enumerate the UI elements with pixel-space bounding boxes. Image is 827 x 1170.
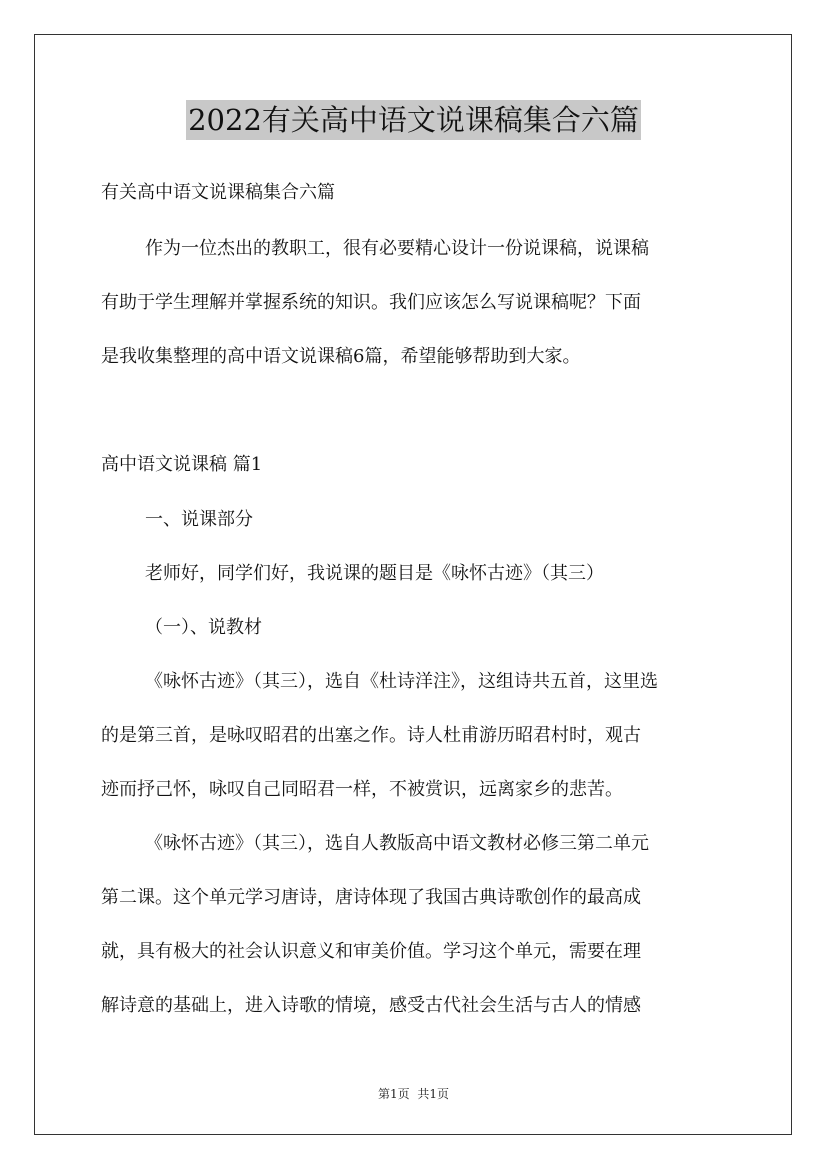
para2-line-4: 解诗意的基础上，进入诗歌的情境，感受古代社会生活与古人的情感 [101, 995, 641, 1016]
intro-line-3: 是我收集整理的高中语文说课稿6篇，希望能够帮助到大家。 [101, 346, 581, 367]
para1-line-2: 的是第三首，是咏叹昭君的出塞之作。诗人杜甫游历昭君村时，观古 [101, 725, 641, 746]
page-footer [0, 1085, 827, 1102]
page-total: 共1页 [417, 1087, 450, 1101]
title-container [0, 100, 827, 140]
para1-line-3: 迹而抒己怀，咏叹自己同昭君一样，不被赏识，远离家乡的悲苦。 [101, 779, 623, 800]
subtitle: 有关高中语文说课稿集合六篇 [101, 182, 335, 203]
part-heading: 一、说课部分 [145, 509, 253, 530]
intro-line-1: 作为一位杰出的教职工，很有必要精心设计一份说课稿，说课稿 [145, 238, 649, 259]
para2-line-1: 《咏怀古迹》（其三），选自人教版高中语文教材必修三第二单元 [145, 833, 649, 854]
document-title: 2022有关高中语文说课稿集合六篇 [186, 100, 641, 140]
section-heading: 高中语文说课稿 篇1 [101, 454, 263, 475]
sub-heading: （一）、说教材 [145, 617, 262, 638]
para2-line-3: 就，具有极大的社会认识意义和审美价值。学习这个单元，需要在理 [101, 941, 641, 962]
para1-line-1: 《咏怀古迹》（其三），选自《杜诗洋注》，这组诗共五首，这里选 [145, 671, 658, 692]
intro-line-2: 有助于学生理解并掌握系统的知识。我们应该怎么写说课稿呢？下面 [101, 292, 641, 313]
page-number: 第1页 [377, 1087, 410, 1101]
para2-line-2: 第二课。这个单元学习唐诗，唐诗体现了我国古典诗歌创作的最高成 [101, 887, 641, 908]
greeting-line: 老师好，同学们好，我说课的题目是《咏怀古迹》（其三） [145, 563, 604, 584]
